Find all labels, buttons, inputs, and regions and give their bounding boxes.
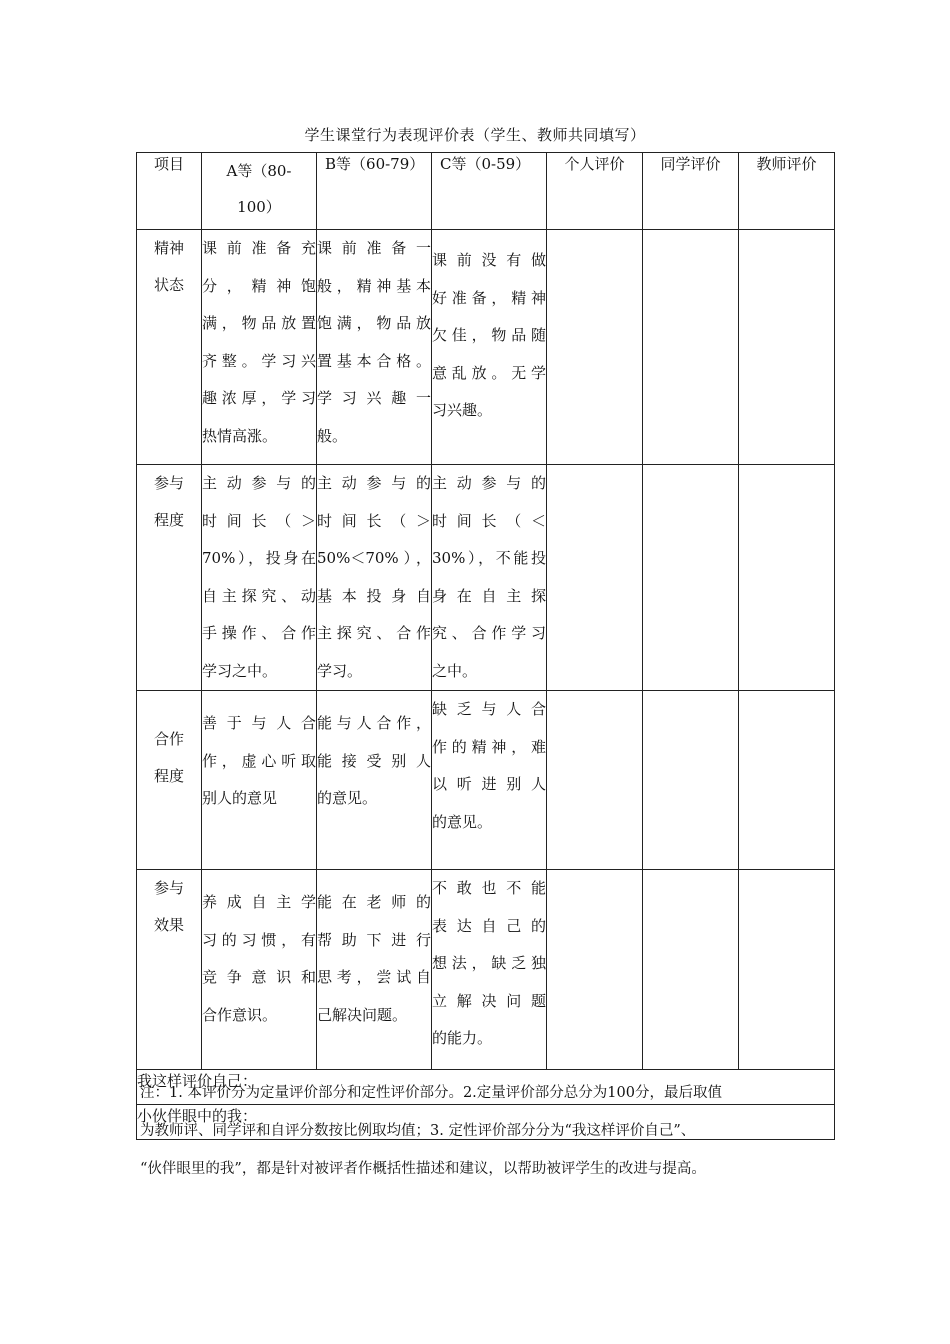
peer-eval-cell[interactable]	[643, 691, 739, 870]
table-row	[137, 691, 835, 870]
desc-line: 置基本合格。	[317, 351, 431, 370]
footnote-line: 为教师评、同学评和自评分数按比例取均值；3. 定性评价部分分为“我这样评价自己”、	[140, 1123, 696, 1139]
desc-line: 好准备，精神	[432, 288, 546, 307]
self-eval-label[interactable]: 我这样评价自己：	[137, 1070, 835, 1105]
grade-b-desc	[317, 870, 432, 1070]
desc-line: 不敢也不能	[432, 879, 546, 897]
table-row	[137, 230, 835, 465]
desc-line: 的意见。	[432, 812, 493, 831]
header-grade-a	[202, 153, 317, 230]
desc-line: 70%），投身在	[202, 549, 316, 567]
desc-line: 缺乏与人合	[432, 700, 546, 718]
grade-a-desc	[202, 230, 317, 465]
peer-eval-cell[interactable]	[643, 230, 739, 465]
row-item-line: 程度	[153, 511, 184, 529]
row-item-line: 参与	[153, 879, 184, 897]
header-row	[137, 153, 835, 230]
grade-c-desc	[432, 870, 547, 1070]
grade-a-desc	[202, 870, 317, 1070]
desc-line: 以听进别人	[432, 775, 546, 793]
desc-line: 别人的意见	[202, 789, 278, 807]
desc-line: 学习。	[317, 661, 363, 680]
desc-line: 习的习惯，有	[202, 930, 316, 949]
desc-line: 时间长（＞	[202, 511, 316, 530]
table-row	[137, 870, 835, 1070]
row-item-line: 参与	[153, 474, 184, 492]
desc-line: 身在自主探	[432, 586, 546, 605]
grade-c-desc	[432, 691, 547, 870]
desc-line: 思考，尝试自	[317, 968, 431, 986]
self-eval-cell[interactable]	[547, 870, 643, 1070]
peer-eval-cell[interactable]	[643, 870, 739, 1070]
desc-line: 立解决问题	[432, 991, 546, 1010]
desc-line: 时间长（＞	[317, 511, 431, 530]
desc-line: 主动参与的	[432, 474, 546, 492]
table-row	[137, 465, 835, 691]
header-peer-eval: 同学评价	[643, 153, 739, 230]
page-title: 学生课堂行为表现评价表（学生、教师共同填写）	[304, 126, 646, 144]
desc-line: 作的精神，难	[432, 737, 546, 756]
peer-eval-cell[interactable]	[643, 465, 739, 691]
desc-line: 课前没有做	[432, 251, 546, 269]
desc-line: 30%），不能投	[432, 549, 546, 567]
row-item	[137, 230, 202, 465]
desc-line: 表达自己的	[432, 916, 546, 935]
desc-line: 热情高涨。	[202, 426, 278, 445]
desc-line: 的能力。	[432, 1029, 493, 1047]
desc-line: 主探究、合作	[317, 624, 431, 642]
desc-line: 学习之中。	[202, 661, 278, 680]
header-item: 项目	[137, 153, 202, 230]
grade-c-desc	[432, 230, 547, 465]
desc-line: 课前准备一	[317, 239, 431, 257]
grade-a-desc	[202, 465, 317, 691]
row-item	[137, 465, 202, 691]
desc-line: 主动参与的	[202, 474, 316, 492]
desc-line: 趣浓厚，学习	[202, 389, 316, 407]
desc-line: 般。	[317, 426, 348, 445]
self-eval-cell[interactable]	[547, 465, 643, 691]
desc-line: 时间长（＜	[432, 511, 546, 530]
header-grade-b: B等（60-79）	[317, 153, 432, 230]
teacher-eval-cell[interactable]	[739, 230, 835, 465]
grade-c-desc	[432, 465, 547, 691]
desc-line: 基本投身自	[317, 586, 431, 605]
desc-line: 欠佳，物品随	[432, 326, 546, 344]
footnote-line: 注：1. 本评价分为定量评价部分和定性评价部分。2.定量评价部分总分为100分，最后取值	[140, 1085, 722, 1101]
grade-a-desc	[202, 691, 317, 870]
desc-line: 满，物品放置	[202, 314, 316, 332]
header-teacher-eval: 教师评价	[739, 153, 835, 230]
desc-line: 饱满，物品放	[317, 314, 431, 332]
desc-line: 竞争意识和	[202, 968, 316, 986]
row-item-line: 精神	[153, 239, 184, 257]
row-item-line: 程度	[153, 767, 184, 785]
desc-line: 手操作、合作	[202, 624, 316, 642]
row-item-line: 合作	[153, 730, 184, 748]
desc-line: 习兴趣。	[432, 401, 493, 419]
teacher-eval-cell[interactable]	[739, 870, 835, 1070]
grade-b-desc	[317, 691, 432, 870]
desc-line: 能在老师的	[317, 893, 431, 911]
row-item	[137, 870, 202, 1070]
desc-line: 养成自主学	[202, 893, 316, 911]
desc-line: 作，虚心听取	[202, 751, 316, 770]
desc-line: 主动参与的	[317, 474, 431, 492]
desc-line: 善于与人合	[202, 714, 316, 732]
self-eval-cell[interactable]	[547, 230, 643, 465]
header-self-eval: 个人评价	[547, 153, 643, 230]
header-grade-c: C等（0-59）	[432, 153, 547, 230]
desc-line: 分，精神饱	[202, 276, 316, 295]
row-item-line: 状态	[153, 276, 184, 294]
grade-b-desc	[317, 465, 432, 691]
desc-line: 学习兴趣一	[317, 389, 431, 407]
row-item	[137, 691, 202, 870]
header-grade-a-line: A等（80-	[226, 162, 292, 180]
teacher-eval-cell[interactable]	[739, 691, 835, 870]
desc-line: 般，精神基本	[317, 276, 431, 295]
footnote	[140, 1074, 830, 1188]
desc-line: 想法，缺乏独	[432, 954, 546, 972]
desc-line: 己解决问题。	[317, 1005, 408, 1024]
desc-line: 课前准备充	[202, 239, 316, 257]
row-item-line: 效果	[153, 916, 184, 934]
desc-line: 的意见。	[317, 789, 378, 807]
self-eval-cell[interactable]	[547, 691, 643, 870]
desc-line: 50%＜70%），	[317, 549, 431, 567]
desc-line: 意乱放。无学	[432, 363, 546, 382]
grade-b-desc	[317, 230, 432, 465]
footnote-line: “伙伴眼里的我”，都是针对被评者作概括性描述和建议，以帮助被评学生的改进与提高。	[140, 1161, 706, 1177]
evaluation-table	[136, 152, 835, 1140]
desc-line: 合作意识。	[202, 1005, 278, 1024]
header-grade-a-line: 100）	[237, 198, 281, 216]
desc-line: 之中。	[432, 661, 478, 680]
peer-eval-label[interactable]: 小伙伴眼中的我：	[137, 1105, 835, 1140]
teacher-eval-cell[interactable]	[739, 465, 835, 691]
desc-line: 帮助下进行	[317, 930, 431, 949]
desc-line: 齐整。学习兴	[202, 351, 316, 370]
desc-line: 能与人合作，	[317, 714, 431, 732]
desc-line: 能接受别人	[317, 751, 431, 770]
desc-line: 究、合作学习	[432, 624, 546, 642]
desc-line: 自主探究、动	[202, 586, 316, 605]
